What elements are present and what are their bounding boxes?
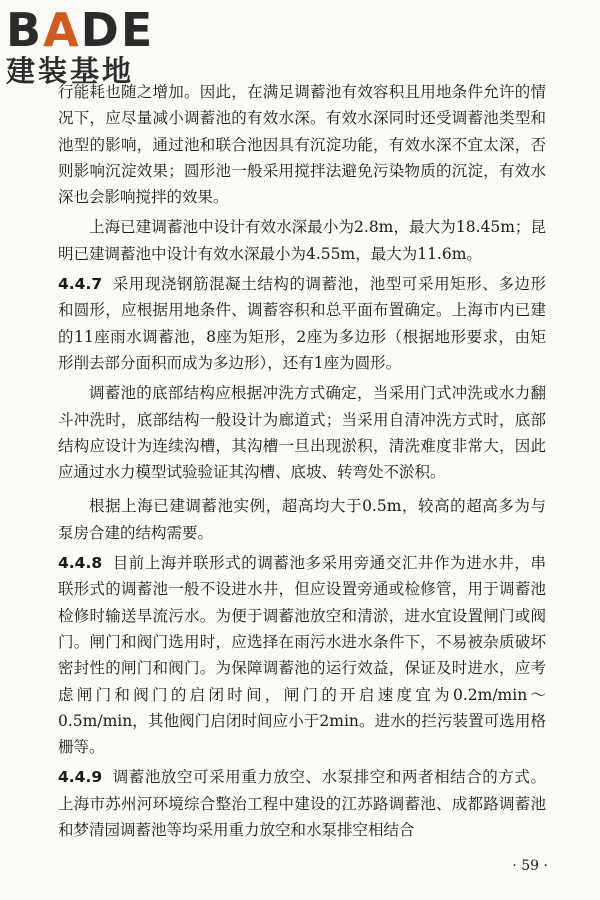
paragraph: 上海已建调蓄池中设计有效水深最小为2.8m，最大为18.45m；昆明已建调蓄池中设计有效水深最小为4.55m，最大为11.6m。 bbox=[58, 218, 546, 263]
section-4-4-8: 4.4.8 目前上海并联形式的调蓄池多采用旁通交汇井作为进水井，串联形式的调蓄池一般不设进水井，但应设置旁通或检修管，用于调蓄池检修时输送旱流污水。为便于调蓄池放空和清淤，进水宜设置闸门或阀门。闸门和阀门选用时，应选择在雨污水进水条件下，不易被杂质破坏密封性的闸门和阀门。为保障调蓄池的运行效益，保证及时进水，应考虑闸门和阀门的启闭时间，闸门的开启速度宜为0.2m/min～0.5m/min，其他阀门启闭时间应小于2min。进水的拦污装置可选用格栅等。 bbox=[58, 554, 546, 757]
section-4-4-9: 4.4.9 调蓄池放空可采用重力放空、水泵排空和两者相结合的方式。上海市苏州河环境综合整治工程中建设的江苏路调蓄池、成都路调蓄池和梦清园调蓄池等均采用重力放空和水泵排空相结合 bbox=[58, 768, 546, 840]
logo bbox=[4, 4, 174, 90]
section-4-4-7: 4.4.7 采用现浇钢筋混凝土结构的调蓄池，池型可采用矩形、多边形和圆形，应根据用地条件、调蓄容积和总平面布置确定。上海市内已建的11座雨水调蓄池，8座为矩形，2座为多边形（根据地形要求，由矩形削去部分面积而成为多边形），还有1座为圆形。 bbox=[58, 275, 546, 372]
logo-subtitle: 建装基地 bbox=[6, 54, 135, 88]
paragraph: 根据上海已建调蓄池实例，超高均大于0.5m，较高的超高多为与泵房合建的结构需要。 bbox=[58, 497, 546, 542]
section-number: 4.4.7 bbox=[58, 275, 103, 294]
page-number: · 59 · bbox=[512, 858, 548, 874]
logo-brand: BADE bbox=[6, 3, 155, 57]
section-number: 4.4.8 bbox=[58, 554, 103, 573]
section-number: 4.4.9 bbox=[58, 768, 103, 787]
paragraph: 调蓄池的底部结构应根据冲洗方式确定，当采用门式冲洗或水力翻斗冲洗时，底部结构一般设计为廊道式；当采用自清冲洗方式时，底部结构应设计为连续沟槽，其沟槽一旦出现淤积，清洗难度非常大，因此应通过水力模型试验验证其沟槽、底坡、转弯处不淤积。 bbox=[58, 384, 546, 482]
paragraph-continued: 行能耗也随之增加。因此，在满足调蓄池有效容积且用地条件允许的情况下，应尽量减小调蓄池的有效水深。有效水深同时还受调蓄池类型和池型的影响，通过池和联合池因具有沉淀功能，有效水深不宜太深，否则影响沉淀效果；圆形池一般采用搅拌法避免污染物质的沉淀，有效水深也会影响搅拌的效果。 bbox=[58, 83, 546, 207]
document-body bbox=[58, 79, 546, 843]
